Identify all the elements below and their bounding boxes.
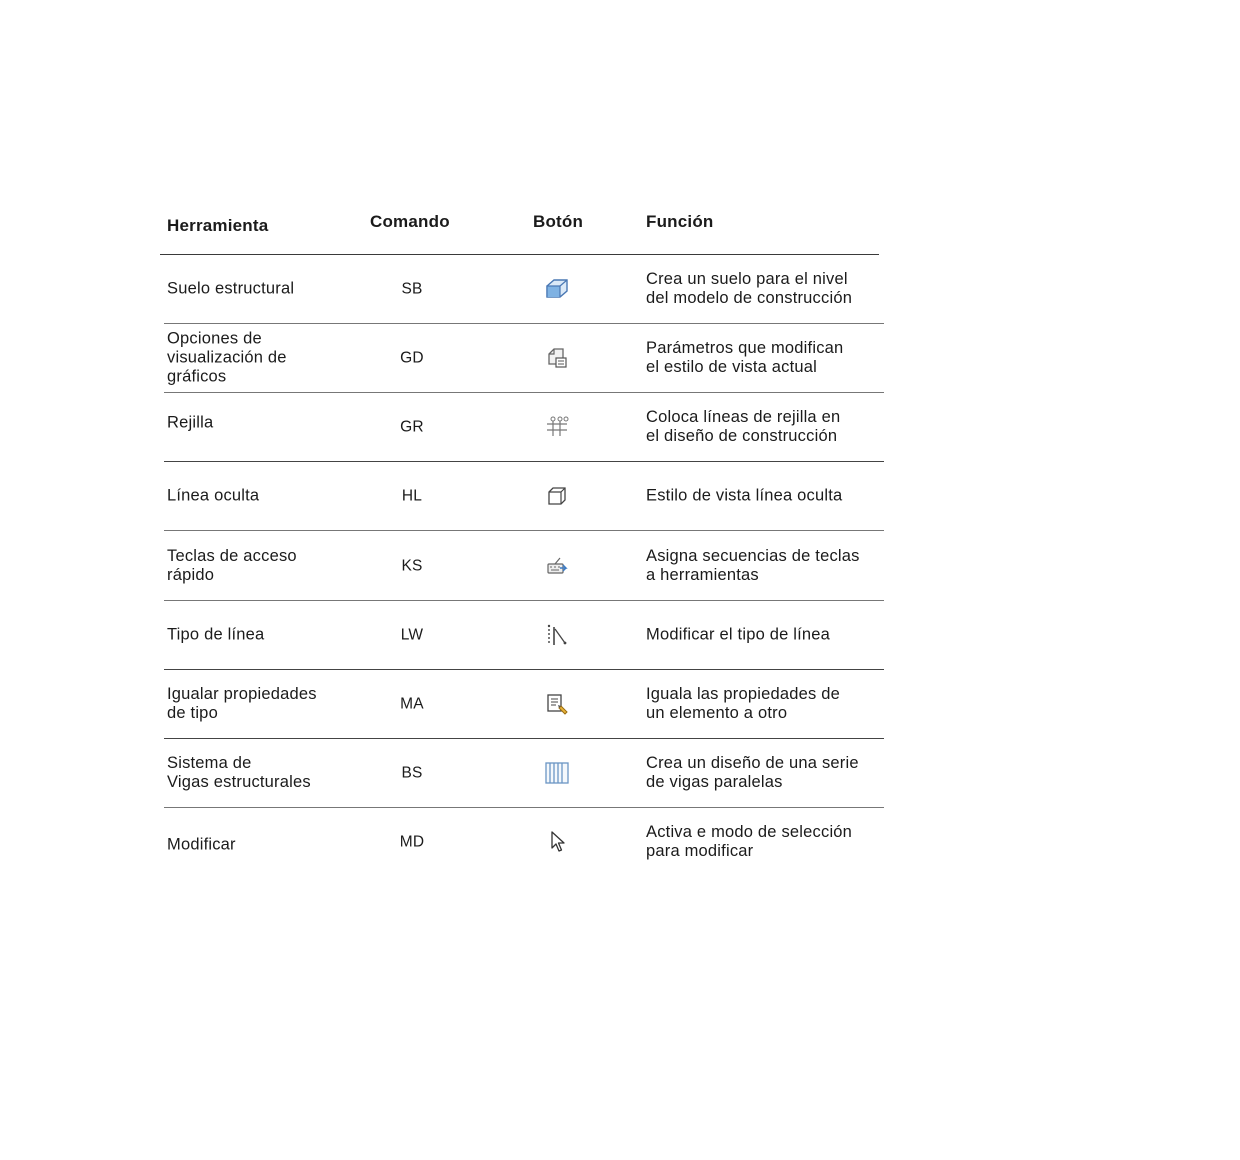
keyboard-shortcuts-icon: [538, 553, 576, 579]
command-code: SB: [401, 280, 423, 298]
tool-name: Igualar propiedades de tipo: [167, 685, 317, 722]
match-type-properties-icon: [538, 691, 576, 717]
tool-name: Modificar: [167, 835, 236, 854]
function-description: Activa e modo de selección para modificar: [646, 823, 853, 860]
table-row: [164, 739, 884, 808]
function-description: Estilo de vista línea oculta: [646, 486, 843, 505]
header-function: Función: [646, 212, 714, 231]
command-code: MD: [399, 833, 425, 851]
function-description: Asigna secuencias de teclas a herramientas: [646, 546, 860, 584]
command-code: GR: [400, 418, 424, 436]
header-command: Comando: [370, 212, 450, 231]
line-type-icon: [538, 622, 576, 648]
function-description: Parámetros que modifican el estilo de vista actual: [646, 339, 844, 376]
table-row: [164, 670, 884, 739]
modify-cursor-icon: [538, 829, 576, 855]
header-button: Botón: [533, 212, 584, 231]
tool-name: Rejilla: [167, 413, 214, 432]
grid-icon: [538, 414, 576, 440]
function-description: Coloca líneas de rejilla en el diseño de construcción: [646, 408, 841, 445]
function-description: Crea un diseño de una serie de vigas paralelas: [646, 754, 859, 791]
tool-name: Sistema de Vigas estructurales: [167, 754, 311, 791]
function-description: Modificar el tipo de línea: [646, 625, 831, 644]
table-header: [160, 196, 879, 255]
command-code: GD: [400, 349, 424, 367]
header-tool: Herramienta: [167, 216, 269, 235]
table-row: [164, 808, 884, 876]
tool-name: Línea oculta: [167, 486, 260, 505]
function-description: Iguala las propiedades de un elemento a otro: [646, 685, 840, 722]
tool-name: Tipo de línea: [167, 625, 265, 644]
beam-system-icon: [538, 760, 576, 786]
tool-name: Opciones de visualización de gráficos: [167, 329, 287, 386]
table-row: [164, 255, 884, 324]
table-row: [164, 462, 884, 531]
structural-floor-icon: [538, 276, 576, 302]
tool-name: Suelo estructural: [167, 279, 295, 298]
function-description: Crea un suelo para el nivel del modelo de construcción: [646, 270, 853, 307]
tool-name: Teclas de acceso rápido: [167, 546, 297, 584]
table-row: [164, 393, 884, 462]
graphic-display-options-icon: [538, 345, 576, 371]
tools-table: [160, 196, 884, 876]
hidden-line-icon: [538, 483, 576, 509]
command-code: LW: [400, 626, 424, 644]
command-code: MA: [400, 695, 424, 713]
command-code: BS: [401, 764, 423, 782]
command-code: KS: [401, 557, 423, 574]
table-row: [164, 531, 884, 601]
table-row: [164, 324, 884, 393]
command-code: HL: [401, 487, 423, 505]
table-row: [164, 601, 884, 670]
